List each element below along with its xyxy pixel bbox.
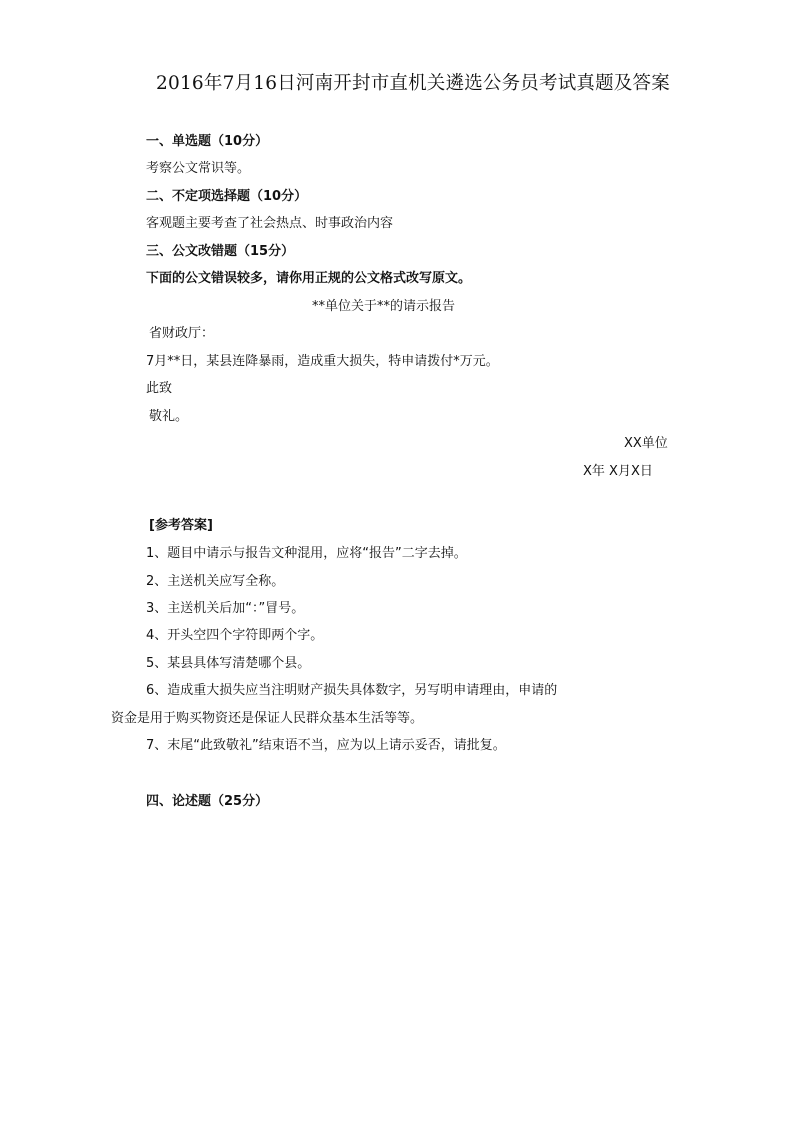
document-title: 2016年7月16日河南开封市直机关遴选公务员考试真题及答案 [156, 73, 670, 94]
answer-item: 1、题目中请示与报告文种混用，应将“报告”二字去掉。 [146, 546, 467, 561]
sample-closing-1: 此致 [146, 381, 173, 396]
section1-heading: 一、单选题（10分） [146, 134, 269, 149]
answer-item: 3、主送机关后加“：”冒号。 [146, 601, 305, 616]
sample-closing-2: 敬礼。 [149, 409, 189, 424]
answer-item-continuation: 资金是用于购买物资还是保证人民群众基本生活等等。 [111, 711, 424, 726]
answer-item: 4、开头空四个字符即两个字。 [146, 628, 324, 643]
section3-heading: 三、公文改错题（15分） [146, 244, 295, 259]
answer-item: 5、某县具体写清楚哪个县。 [146, 656, 311, 671]
answer-item: 7、末尾“此致敬礼”结束语不当，应为以上请示妥否，请批复。 [146, 738, 506, 753]
section4-heading: 四、论述题（25分） [146, 794, 269, 809]
answer-heading: [参考答案] [149, 518, 213, 533]
section1-text: 考察公文常识等。 [146, 161, 251, 176]
section3-instruction: 下面的公文错误较多，请你用正规的公文格式改写原文。 [146, 271, 472, 286]
sample-signature: XX单位 [624, 436, 668, 451]
section2-text: 客观题主要考查了社会热点、时事政治内容 [146, 216, 394, 231]
sample-date: X年 X月X日 [583, 464, 653, 479]
answer-item: 2、主送机关应写全称。 [146, 574, 285, 589]
answer-item: 6、造成重大损失应当注明财产损失具体数字，另写明申请理由，申请的 [146, 683, 558, 698]
section2-heading: 二、不定项选择题（10分） [146, 189, 308, 204]
sample-doc-title: **单位关于**的请示报告 [312, 299, 456, 314]
sample-addressee: 省财政厅： [149, 326, 215, 341]
sample-body: 7月**日，某县连降暴雨，造成重大损失，特申请拨付*万元。 [146, 354, 499, 369]
